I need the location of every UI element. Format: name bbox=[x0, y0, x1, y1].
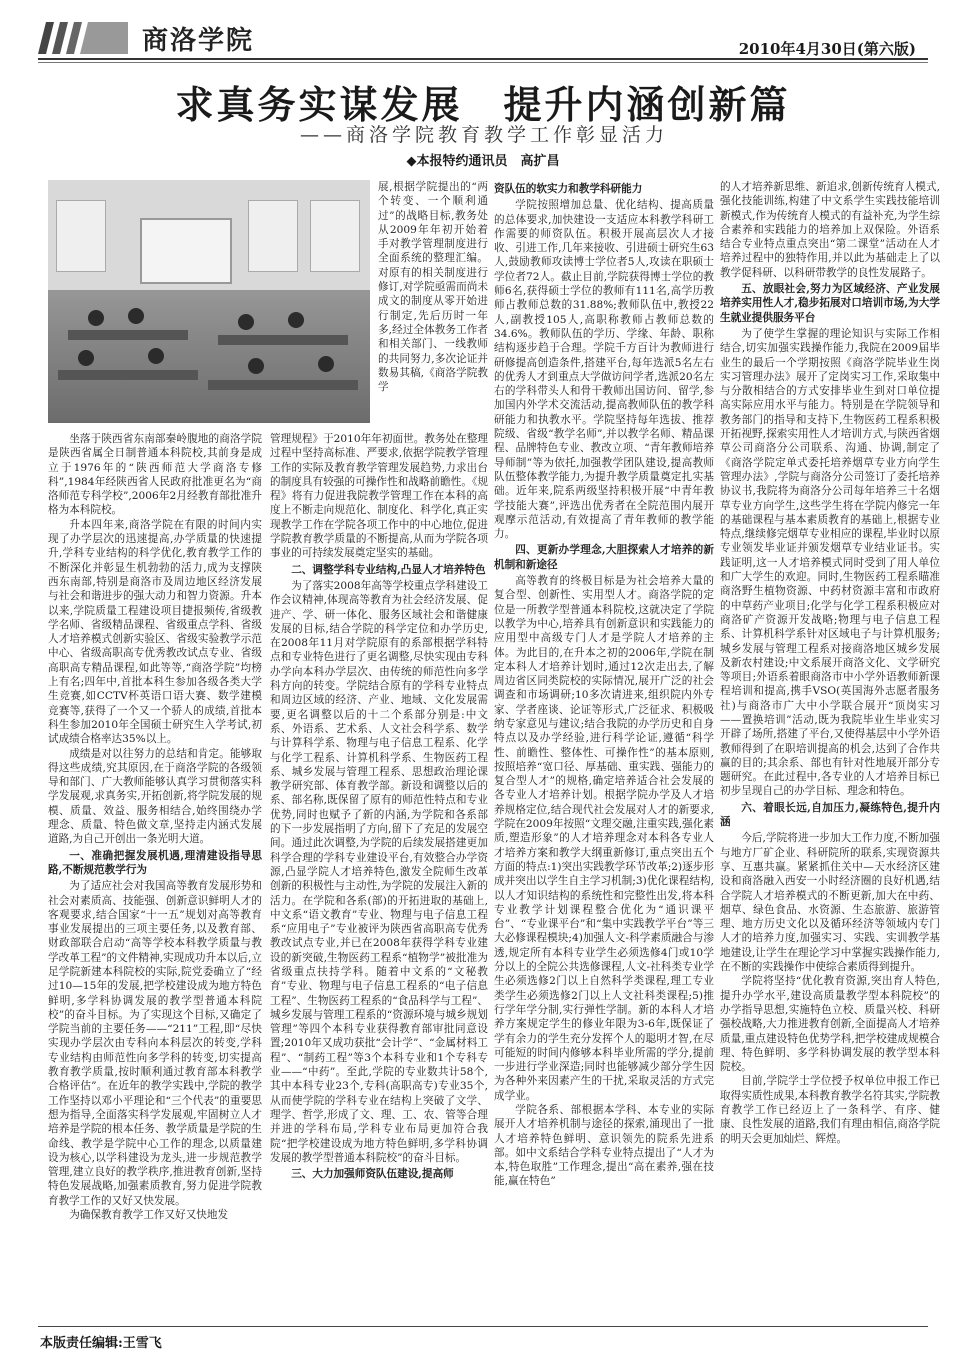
photo-window bbox=[56, 200, 106, 272]
article-column-1 bbox=[48, 432, 262, 1322]
section-heading-2: 二、调整学科专业结构,凸显人才培养特色 bbox=[291, 563, 486, 576]
projector-screen bbox=[140, 218, 232, 284]
student-figure bbox=[248, 358, 264, 374]
footer-rule bbox=[38, 1326, 928, 1327]
student-figure bbox=[88, 310, 104, 326]
section-heading-4: 四、更新办学理念,大胆探索人才培养的新机制和新途径 bbox=[494, 544, 714, 571]
paragraph: 展,根据学院提出的“两个转变、一个顺利通过”的战略目标,教务处从2009年年初开始着手对教学管理制度进行全面系统的整理汇编。对原有的相关制度进行修订,对学院亟需而尚未成文的制度从零开始进行制定,先后历时一年多,经过全体教务工作者和相关部门、一线教师的共同努力,多次论证并数易其稿,《商洛学院教学 bbox=[378, 181, 488, 394]
paragraph: 为了适应社会对我国高等教育发展形势和社会对素质高、技能强、创新意识鲜明人才的客观要求,结合国家“十一五”规划对高等教育事业发展提出的三项主要任务,以及教育部、财政部联合启动“高等学校本科教学质量与教学改革工程”的文件精神,实现成功升本以后,立足学院新建本科院校的实际,院党委确立了“经过10—15年的发展,把学校建设成为地方特色鲜明,多学科协调发展的教学型普通本科院校”的奋斗目标。为了实现这个目标,又确定了学院当前的主要任务——“211”工程,即“尽快实现办学层次由专科向本科层次的转变,学科专业结构由师范性向多学科的转变,切实提高教育教学质量,按时顺利通过教育部本科教学合格评估”。在近年的教学实践中,学院的教学工作坚持以邓小平理论和“三个代表”的重要思想为指导,全面落实科学发展观,牢固树立人才培养是学院的根本任务、教学质量是学院的生命线、教学是学院中心工作的理念,以质量建设为核心,以学科建设为龙头,进一步规范教学管理,建立良好的教学秩序,推进教育创新,坚持特色发展战略,加强素质教育,努力促进学院教育教学工作的又好又快发展。 bbox=[48, 880, 262, 1207]
byline: ◆本报特约通讯员 高扩昌 bbox=[406, 154, 560, 169]
masthead-stripes-decoration bbox=[38, 22, 128, 54]
paragraph: 管理规程》于2010年年初面世。教务处在整理过程中坚持高标准、严要求,依据学院教学管理工作的实际及教育教学管理发展趋势,力求出台的制度具有较强的可操作性和战略前瞻性。《规程》将有力促进我院教学管理工作在本科的高度上不断走向规范化、制度化、科学化,真正实现教学工作在学院各项工作中的中心地位,促进学院教育教学质量的不断提高,从而为学院各项事业的可持续发展奠定坚实的基础。 bbox=[270, 433, 488, 560]
paragraph: 为确保教育教学工作又好又快地发 bbox=[69, 1209, 229, 1222]
subheadline: ——商洛学院教育教学工作彰显活力 bbox=[300, 124, 669, 146]
student-figure bbox=[128, 308, 144, 324]
photo-window bbox=[310, 200, 360, 272]
paragraph: 高等教育的终极目标是为社会培养大量的复合型、创新性、实用型人才。商洛学院的定位是一所教学型普通本科院校,这就决定了学院以教学为中心,培养具有创新意识和实践能力的应用型中高级专门人才是学院人才培养的主体。为此目的,在升本之初的2006年,学院在制定本科人才培养计划时,通过12次走出去,了解周边省区同类院校的实际情况,展开广泛的社会调查和市场调研;10多次请进来,组织院内外专家、学者座谈、论证等形式,广泛征求、积极吸纳专家意见与建议;结合我院的办学历史和自身特点以及办学经验,进行科学论证,遵循“科学性、前瞻性、整体性、可操作性”的基本原则,按照培养“宽口径、厚基础、重实践、强能力的复合型人才”的规格,确定培养适合社会发展的各专业人才培养计划。根据学院办学及人才培养规格定位,结合现代社会发展对人才的新要求,学院在2009年按照“文理交融,注重实践,强化素质,塑造形象”的人才培养理念对本科各专业人才培养方案和教学大纲重新修订,重点突出五个方面的特点:1)突出实践教学环节改革;2)逐步形成并突出以学生自主学习机制;3)优化课程结构,以人才知识结构的系统性和完整性出发,将本科专业教学计划课程整合优化为“通识课平台”、“专业课平台”和“集中实践教学平台”等三大必修课程模块;4)加强人文-科学素质融合与渗透,规定所有本科专业学生必须选修4门或10学分以上的全院公共选修课程,人文-社科类专业学生必须选修2门以上自然科学类课程,理工专业类学生必须选修2门以上人文社科类课程;5)推行学年学分制,实行弹性学制。新的本科人才培养方案规定学生的修业年限为3-6年,既保证了学有余力的学生充分发挥个人的聪明才智,在尽可能短的时间内修够本科毕业所需的学分,提前一步进行学业深造;同时也能够减少部分学生因为各种外来因素产生的干扰,采取灵活的方式完成学业。 bbox=[494, 575, 714, 1102]
student-figure bbox=[238, 314, 254, 330]
student-figure bbox=[78, 350, 94, 366]
paragraph: 学院按照增加总量、优化结构、提高质量的总体要求,加快建设一支适应本科教学科研工作需要的师资队伍。积极开展高层次人才接收、引进工作,几年来接收、引进硕士研究生63人,鼓励教师攻读博士学位者5人,攻读在职硕士学位者72人。截止目前,学院获得博士学位的教师6名,获得硕士学位的教师有111名,高学历教师占教师总数的31.88%;教师队伍中,教授22人,副教授105人,高职称教师占教师总数的34.6%。教师队伍的学历、学缘、年龄、职称结构逐步趋于合理。学院千方百计为教师进行研修提高创造条件,搭建平台,每年选派5名左右的优秀人才到重点大学做访问学者,选派20名左右的学科带头人和骨干教师出国访问、留学,参加国内外学术交流活动,提高教师队伍的教学科研能力和执教水平。学院坚持每年选拔、推荐院级、省级“教学名师”,并以教学名师、精品课程、品牌特色专业、教改立项、“青年教师培养导师制”等为依托,加强教学团队建设,提高教师队伍整体教学能力,为提升教学质量奠定扎实基础。近年来,院系两级坚持积极开展“中青年教学技能大赛”,评选出优秀者在全院范围内展开观摩示范活动,有效提高了青年教师的教学能力。 bbox=[494, 199, 714, 541]
paragraph: 学院将坚持“优化教育资源,突出育人特色,提升办学水平,建设高质量教学型本科院校”的办学指导思想,实施特色立校、质量兴校、科研强校战略,大力推进教育创新,全面提高人才培养质量,重点建设特色优势学科,把学校建成规模合理、特色鲜明、多学科协调发展的教学型本科院校。 bbox=[720, 975, 940, 1074]
photo-desk bbox=[68, 330, 188, 340]
masthead-title: 商洛学院 bbox=[142, 26, 255, 56]
paragraph: 的人才培养新思维、新追求,创新传统育人模式,强化技能训练,构建了中文系学生实践技能培训新模式,作为传统育人模式的有益补充,为学生综合素养和实践能力的培养加上双保险。外语系结合专业特点重点突出“第二课堂”活动在人才培养过程中的独特作用,并以此为基础走上了以教学促科研、以科研带教学的良性发展路子。 bbox=[720, 181, 940, 279]
article-column-2 bbox=[270, 432, 488, 1322]
section-heading-6: 六、着眼长远,自加压力,凝练特色,提升内涵 bbox=[720, 801, 940, 829]
paragraph: 升本四年来,商洛学院在有限的时间内实现了办学层次的迅速提高,办学质量的快速提升,学科专业结构的科学优化,教育教学工作的不断深化并彰显生机勃勃的活力,成为支撑陕西东南部,特别是商洛市及周边地区经济发展与社会和谐进步的强大动力和智力资源。升本以来,学院质量工程建设项目捷报频传,省级教学名师、省级精品课程、省级重点学科、省级人才培养模式创新实验区、省级实验教学示范中心、省级高职高专优秀教改试点专业、省级高职高专精品课程,如此等等,“商洛学院”均榜上有名;四年中,首批本科生参加各级各类大学生竞赛,如CCTV杯英语口语大赛、数学建模竞赛等,获得了一个又一个骄人的成绩,首批本科生参加2010年全国硕士研究生入学考试,初试成绩合格率达35%以上。 bbox=[48, 518, 262, 746]
paragraph: 坐落于陕西省东南部秦岭腹地的商洛学院是陕西省属全日制普通本科院校,其前身是成立于1976年的“陕西师范大学商洛专修科”,1984年经陕西省人民政府批准更名为“商洛师范专科学校”,2006年2月经教育部批准升格为本科院校。 bbox=[48, 433, 262, 517]
article-column-2-top bbox=[378, 180, 488, 424]
paragraph: 成绩是对以往努力的总结和肯定。能够取得这些成绩,究其原因,在于商洛学院的各级领导和部门、广大教师能够认真学习贯彻落实科学发展观,求真务实,开拓创新,将学院发展的规模、质量、效益、服务相结合,始终围绕办学理念、质量、特色做文章,坚持走内涵式发展道路,为自己开创出一条光明大道。 bbox=[48, 747, 262, 846]
paragraph: 学院各系、部根据本学科、本专业的实际展开人才培养机制与途径的探索,涌现出了一批人才培养特色鲜明、意识领先的院系先进系部。如中文系结合学科专业特点提出了“人才为本,特色取胜”工作理念,提出“高在素养,强在技能,赢在特色” bbox=[494, 1104, 714, 1188]
photo-desk bbox=[58, 370, 198, 380]
student-figure bbox=[318, 356, 334, 372]
paragraph: 目前,学院学士学位授予权单位申报工作已取得实质性成果,本科教育教学名符其实,学院教育教学工作已经迈上了一条科学、有序、健康、良性发展的道路,我们有理由相信,商洛学院的明天会更加灿烂、辉煌。 bbox=[720, 1075, 940, 1145]
classroom-photo bbox=[48, 180, 370, 423]
article-column-4 bbox=[720, 180, 940, 1322]
section-heading-5: 五、放眼社会,努力为区域经济、产业发展培养实用性人才,稳步拓展对口培训市场,为大学生就业提供服务平台 bbox=[720, 283, 940, 324]
section-heading-1: 一、准确把握发展机遇,理清建设指导思路,不断规范教学行为 bbox=[48, 849, 262, 876]
header-rule bbox=[38, 58, 928, 60]
photo-desk bbox=[218, 335, 348, 345]
photo-desk bbox=[208, 380, 358, 390]
paragraph: 今后,学院将进一步加大工作力度,不断加强与地方厂矿企业、科研院所的联系,实现资源共享、互惠共赢。紧紧抓住关中—天水经济区建设和商洛融入西安一小时经济圈的良好机遇,结合学院人才培养模式的不断更新,加大在中药、烟草、绿色食品、水资源、生态旅游、旅游管理、地方历史文化以及循环经济等领域内专门人才的培养力度,加强实习、实践、实训教学基地建设,让学生在理论学习中掌握实践操作能力,在不断的实践操作中使综合素质得到提升。 bbox=[720, 832, 940, 974]
paragraph: 为了使学生掌握的理论知识与实际工作相结合,切实加强实践操作能力,我院在2009届毕业生的最后一个学期按照《商洛学院毕业生岗实习管理办法》展开了定岗实习工作,采取集中与分散相结合的方式安排毕业生到对口单位提高实际应用水平与能力。特别是在学院领导和教务部门的指导和支持下,生物医药工程系积极开拓视野,探索实用性人才培训方式,与陕西省烟草公司商洛分公司联系、沟通、协调,制定了《商洛学院定单式委托培养烟草专业方向学生管理办法》,学院与商洛分公司签订了委托培养协议书,我院将为商洛分公司每年培养三十名烟草专业方向学生,这些学生将在学院内修完一年的基础课程与基本素质教育的基础上,根据专业特点,继续修完烟草专业相应的课程,毕业时以原专业领发毕业证并颁发烟草专业结业证书。实践证明,这一人才培养模式同时受到了用人单位和广大学生的欢迎。同时,生物医药工程系瞄准商洛野生植物资源、中药材资源丰富和市政府的中草药产业项目;化学与化学工程系积极应对商洛矿产资源开发战略;物理与电子信息工程系、计算机科学系针对区域电子与计算机服务;城乡发展与管理工程系对接商洛地区城乡发展及新农村建设;中文系展开商洛文化、文学研究等项目;外语系着眼商洛市中小学外语教师新课程培训和提高,携手VSO(英国海外志愿者服务社)与商洛市广大中小学联合展开“顶岗实习——置换培训”活动,既为我院毕业生毕业实习开辟了场所,搭建了平台,又使得基层中小学外语教师得到了在职培训提高的机会,达到了合作共赢的目的;其余系、部也有针对性地展开部分专题研究。在此过程中,各专业的人才培养目标已初步呈现自己的办学目标、理念和特色。 bbox=[720, 327, 940, 798]
section-heading-3: 三、大力加强师资队伍建设,提高师 bbox=[291, 1168, 454, 1181]
paragraph: 为了落实2008年高等学校重点学科建设工作会议精神,体现高等教育为社会经济发展、促进产、学、研一体化、服务区域社会和谐健康发展的目标,结合学院的科学定位和办学历史,在2008年11月对学院原有的系部根据学科特点和专业特色进行了更名调整,尽快实现由专科办学向本科办学层次、由传统的师范性向多学科方向的转变。学院结合原有的学科专业特点和周边区域的经济、产业、地域、文化发展需要,更名调整以后的十二个系部分别是:中文系、外语系、艺术系、人文社会科学系、数学与计算科学系、物理与电子信息工程系、化学与化学工程系、计算机科学系、生物医药工程系、城乡发展与管理工程系、思想政治理论课教学研究部、体育教学部。新设和调整以后的系、部名称,既保留了原有的师范性特点和专业优势,同时也赋予了新的内涵,为学院和各系部的下一步发展指明了方向,留下了充足的发展空间。通过此次调整,为学院的后续发展搭建更加科学合理的学科专业建设平台,有效整合办学资源,凸显学院人才培养特色,激发全院师生改革创新的积极性与主动性,为学院的发展注入新的活力。在学院和各系(部)的开拓进取的基础上,中文系“语文教育”专业、物理与电子信息工程系“应用电子”专业被评为陕西省高职高专优秀教改试点专业,并已在2008年获得学科专业建设的新突破,生物医药工程系“植物学”被批准为省级重点扶持学科。随着中文系的“文秘教育”专业、物理与电子信息工程系的“电子信息工程”、生物医药工程系的“食品科学与工程”、城乡发展与管理工程系的“资源环境与城乡规划管理”等四个本科专业获得教育部审批同意设置;2010年又成功获批“会计学”、“金属材料工程”、“制药工程”等3个本科专业和1个专科专业——“中药”。至此,学院的专业数共计58个,其中本科专业23个,专科(高职高专)专业35个,从而使学院的学科专业在结构上突破了文学、理学、哲学,形成了文、理、工、农、管等合理并进的学科布局,学科专业布局更加符合我院“把学校建设成为地方特色鲜明,多学科协调发展的教学型普通本科院校”的奋斗目标。 bbox=[270, 579, 488, 1164]
footer-editor: 本版责任编辑:王雪飞 bbox=[40, 1336, 162, 1351]
photo-window bbox=[248, 200, 298, 272]
student-figure bbox=[288, 312, 304, 328]
header-rule-thin bbox=[38, 62, 928, 63]
issue-date: 2010年4月30日(第六版) bbox=[738, 40, 916, 58]
article-column-3 bbox=[494, 180, 714, 1322]
student-figure bbox=[148, 348, 164, 364]
section-heading-3-cont: 资队伍的软实力和教学科研能力 bbox=[494, 183, 643, 195]
headline: 求真务实谋发展 提升内涵创新篇 bbox=[175, 82, 791, 127]
